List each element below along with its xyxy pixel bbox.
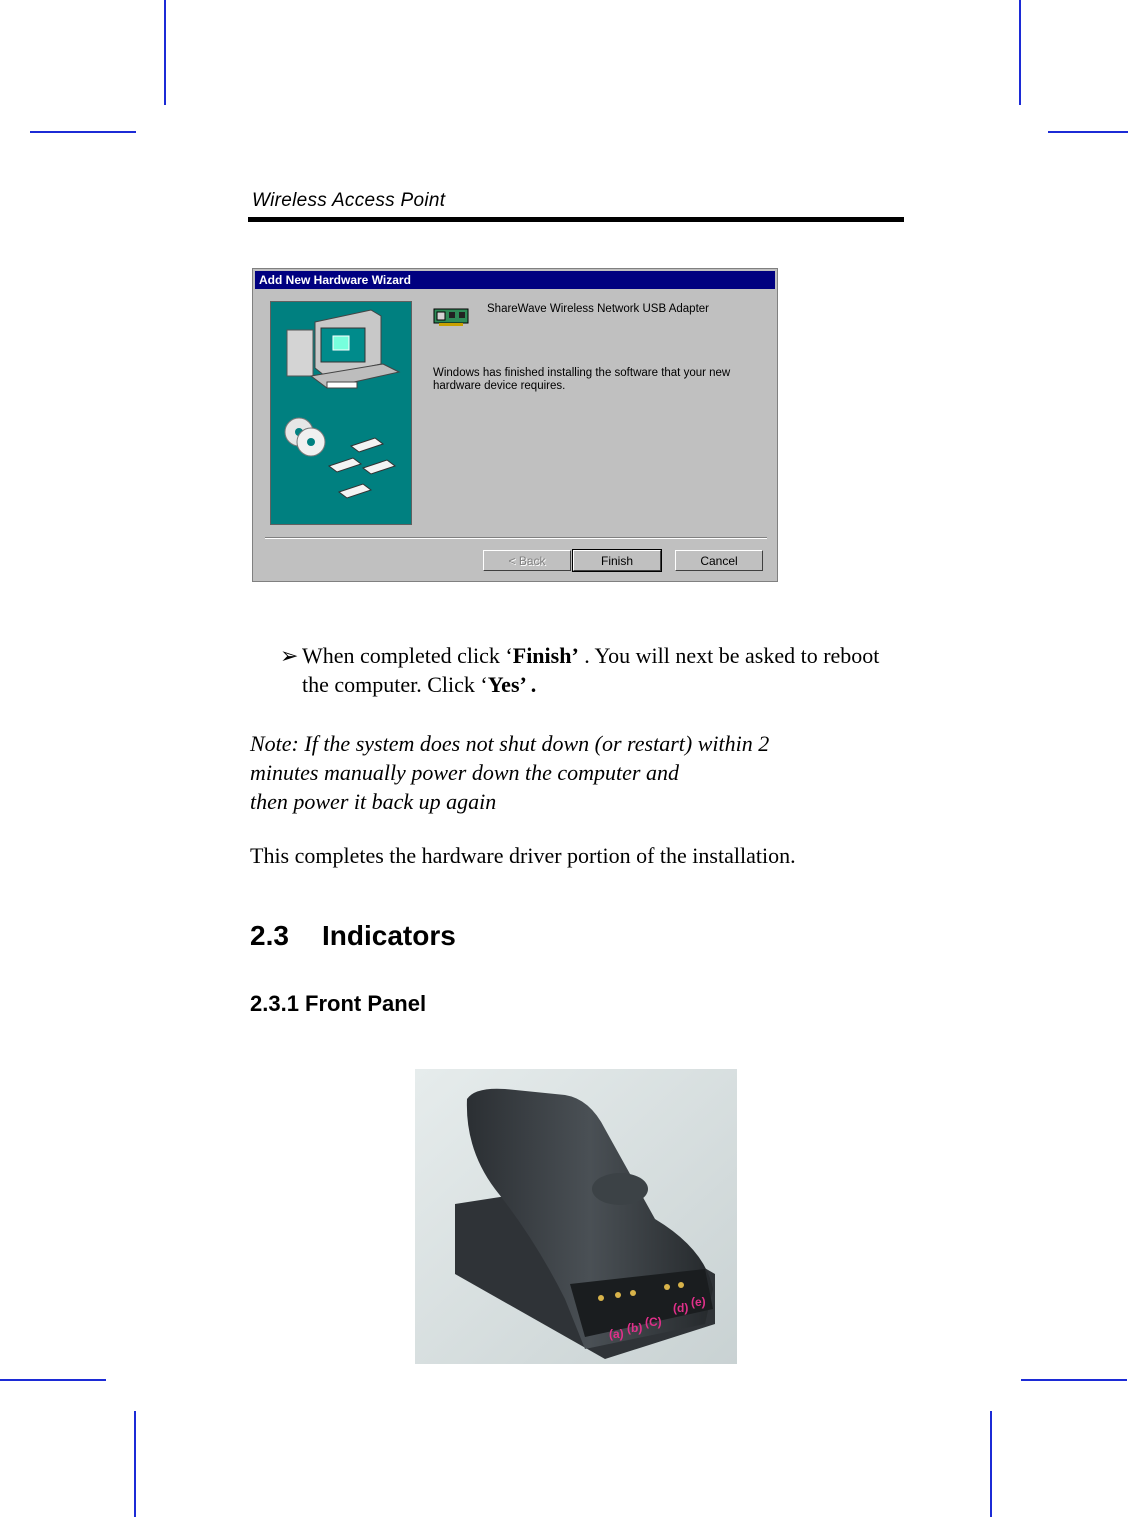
section-title: Indicators	[322, 920, 456, 951]
indicator-label-e: (e)	[691, 1295, 706, 1309]
wizard-message: Windows has finished installing the software that your new hardware device requires.	[433, 367, 731, 392]
indicator-label-b: (b)	[627, 1321, 643, 1335]
wizard-illustration	[270, 301, 412, 525]
header-rule	[248, 217, 904, 222]
back-button[interactable]: < Back	[483, 550, 571, 571]
crop-mark-top-right-horizontal	[1048, 131, 1128, 133]
yes-word: Yes’ .	[487, 672, 537, 697]
instruction-text-1: When completed click ‘	[302, 643, 513, 668]
indicator-label-c: (C)	[645, 1315, 662, 1329]
wizard-separator	[265, 537, 767, 539]
cancel-button[interactable]: Cancel	[675, 550, 763, 571]
crop-mark-top-left-horizontal	[30, 131, 136, 133]
access-point-photo	[415, 1069, 737, 1364]
section-heading	[250, 920, 456, 952]
note-block	[250, 729, 870, 816]
completion-paragraph: This completes the hardware driver portion of the installation.	[250, 843, 796, 868]
crop-mark-bottom-left-horizontal	[0, 1379, 106, 1381]
finish-button[interactable]: Finish	[573, 550, 661, 571]
subsection-heading: 2.3.1 Front Panel	[250, 991, 427, 1016]
wizard-title-bar: Add New Hardware Wizard	[255, 271, 775, 289]
instruction-text-2: . You will next be asked to reboot the computer. Click ‘	[302, 643, 880, 697]
crop-mark-bottom-right-vertical	[990, 1411, 992, 1517]
crop-mark-top-right-vertical	[1019, 0, 1021, 105]
bullet-arrow: ➢	[280, 643, 299, 668]
network-card-icon	[433, 307, 469, 332]
instruction-paragraph	[302, 641, 902, 699]
wizard-dialog	[252, 268, 778, 582]
crop-mark-top-left-vertical	[164, 0, 166, 105]
note-line-3: then power it back up again	[250, 789, 497, 814]
crop-mark-bottom-left-vertical	[134, 1411, 136, 1517]
device-name: ShareWave Wireless Network USB Adapter	[487, 303, 709, 315]
running-header: Wireless Access Point	[252, 190, 446, 211]
note-line-2: minutes manually power down the computer and	[250, 760, 679, 785]
indicator-label-d: (d)	[673, 1301, 689, 1315]
section-number: 2.3	[250, 920, 289, 951]
crop-mark-bottom-right-horizontal	[1021, 1379, 1127, 1381]
finish-word: Finish’	[512, 643, 579, 668]
indicator-label-a: (a)	[609, 1327, 624, 1341]
note-line-1: Note: If the system does not shut down (or restart) within 2	[250, 731, 770, 756]
